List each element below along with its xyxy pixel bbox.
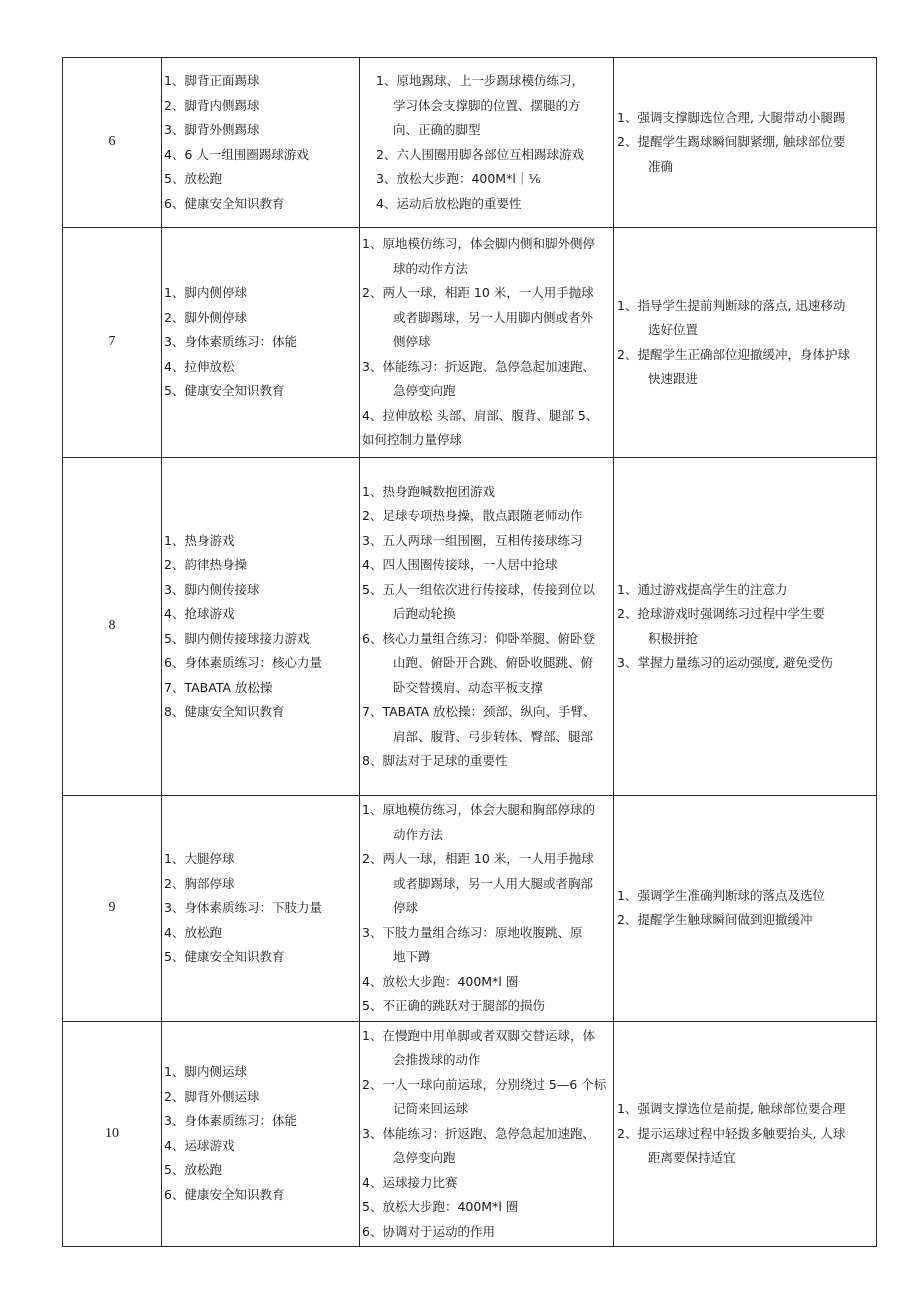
lesson-plan-table: [62, 57, 877, 1247]
method-line: 或者脚踢球，另一人用大腿或者胸部: [393, 875, 594, 891]
content-item: 6、身体素质练习：核心力量: [164, 655, 322, 670]
content-item: 5、放松跑: [164, 1162, 222, 1178]
method-line: 8、脚法对于足球的重要性: [362, 753, 508, 768]
method-line: 4、运动后放松跑的重要性: [376, 195, 522, 211]
lesson-content-cell: [162, 796, 360, 1022]
requirement-line: 2、提醒学生踢球瞬间脚紧绷, 触球部位要: [617, 134, 846, 150]
teaching-methods-cell: [360, 228, 614, 458]
requirement-line: 3、掌握力量练习的运动强度, 避免受伤: [617, 655, 833, 670]
content-item: 4、放松跑: [164, 924, 222, 940]
method-line: 球的动作方法: [393, 260, 469, 276]
requirement-line: 1、强调学生准确判断球的落点及选位: [617, 887, 825, 903]
content-item: 6、健康安全知识教育: [164, 1186, 285, 1202]
table-row: [63, 458, 877, 796]
table-row: [63, 228, 877, 458]
method-line: 急停变向跑: [393, 1150, 456, 1165]
requirement-line: 距离要保持适宜: [648, 1150, 736, 1165]
week-number: 10: [63, 1021, 162, 1247]
method-line: 2、两人一球，相距 10 米，一人用手抛球: [362, 285, 594, 301]
requirement-line: 1、通过游戏提高学生的注意力: [617, 581, 788, 597]
method-line: 1、原地踢球、上一步踢球模仿练习，: [376, 73, 584, 88]
week-number: 6: [63, 58, 162, 228]
content-item: 4、拉伸放松: [164, 358, 235, 374]
lesson-content-cell: [162, 58, 360, 228]
teaching-methods-cell: [360, 796, 614, 1022]
content-item: 3、身体素质练习：体能: [164, 1113, 297, 1129]
content-item: 2、脚背内侧踢球: [164, 97, 260, 113]
method-line: 6、协调对于运动的作用: [362, 1223, 495, 1239]
table-row: [63, 1021, 877, 1247]
method-line: 3、下肢力量组合练习：原地收腹跳、原: [362, 924, 583, 940]
requirement-line: 准确: [648, 158, 674, 174]
method-line: 记筒来回运球: [393, 1101, 469, 1116]
content-item: 2、脚外侧停球: [164, 309, 247, 325]
requirement-line: 2、提醒学生触球瞬间做到迎撤缓冲: [617, 912, 813, 928]
method-line: 3、体能练习：折返跑、急停急起加速跑、: [362, 1125, 595, 1141]
method-line: 急停变向跑: [393, 383, 456, 399]
teaching-requirements-cell: [614, 458, 877, 796]
requirement-line: 快速跟进: [648, 371, 699, 386]
method-line: 停球: [393, 900, 419, 915]
content-item: 7、TABATA 放松操: [164, 679, 273, 695]
requirement-line: 1、强调支撑脚选位合理, 大腿带动小腿踢: [617, 109, 846, 125]
content-item: 1、脚背正面踢球: [164, 73, 260, 88]
method-line: 5、五人一组依次进行传接球，传接到位以: [362, 581, 595, 597]
content-item: 1、脚内侧运球: [164, 1064, 247, 1080]
content-item: 2、韵律热身操: [164, 557, 247, 572]
teaching-methods-cell: [360, 1021, 614, 1247]
method-line: 或者脚踢球，另一人用脚内侧或者外: [393, 309, 594, 325]
method-line: 4、四人围圈传接球，一人居中抢球: [362, 557, 558, 572]
method-line: 2、两人一球，相距 10 米，一人用手抛球: [362, 851, 594, 866]
table-body: [63, 58, 877, 1247]
lesson-content-cell: [162, 1021, 360, 1247]
teaching-requirements-cell: [614, 1021, 877, 1247]
table-row: [63, 796, 877, 1022]
week-number: 8: [63, 458, 162, 796]
method-line: 会推拨球的动作: [393, 1052, 481, 1067]
content-item: 4、6 人一组围圈踢球游戏: [164, 146, 309, 162]
method-line: 动作方法: [393, 826, 444, 842]
requirement-line: 2、提醒学生正确部位迎撤缓冲，身体护球: [617, 346, 850, 362]
method-line: 3、体能练习：折返跑、急停急起加速跑、: [362, 358, 595, 374]
teaching-methods-cell: [360, 458, 614, 796]
method-line: 如何控制力量停球: [362, 432, 463, 448]
method-line: 5、不正确的跳跃对于腿部的损伤: [362, 998, 545, 1013]
method-line: 7、TABATA 放松操：颈部、纵向、手臂、: [362, 704, 596, 719]
content-item: 3、脚内侧传接球: [164, 581, 260, 597]
requirement-line: 1、强调支撑选位是前提, 触球部位要合理: [617, 1101, 846, 1116]
content-item: 6、健康安全知识教育: [164, 195, 285, 211]
content-item: 1、脚内侧停球: [164, 285, 247, 301]
method-line: 2、六人围圈用脚各部位互相踢球游戏: [376, 146, 584, 162]
lesson-content-cell: [162, 228, 360, 458]
content-item: 3、脚背外侧踢球: [164, 122, 260, 137]
method-line: 5、放松大步跑：400M*l 圈: [362, 1199, 519, 1214]
method-line: 卧交替摸肩、动态平板支撑: [393, 679, 544, 695]
content-item: 8、健康安全知识教育: [164, 704, 285, 719]
requirement-line: 2、提示运球过程中轻拨多触要抬头, 人球: [617, 1125, 846, 1141]
teaching-methods-cell: [360, 58, 614, 228]
content-item: 4、运球游戏: [164, 1137, 235, 1153]
content-item: 2、脚背外侧运球: [164, 1088, 260, 1104]
teaching-requirements-cell: [614, 228, 877, 458]
week-number: 9: [63, 796, 162, 1022]
method-line: 3、五人两球一组围圈，互相传接球练习: [362, 532, 583, 548]
content-item: 5、脚内侧传接球接力游戏: [164, 630, 310, 646]
method-line: 2、一人一球向前运球，分别绕过 5—6 个标: [362, 1076, 607, 1092]
method-line: 向、正确的脚型: [393, 122, 481, 137]
content-item: 3、身体素质练习：下肢力量: [164, 900, 322, 915]
content-item: 4、抢球游戏: [164, 606, 235, 621]
content-item: 5、放松跑: [164, 171, 222, 186]
content-item: 1、热身游戏: [164, 532, 235, 548]
teaching-requirements-cell: [614, 58, 877, 228]
method-line: 1、原地模仿练习，体会大腿和胸部停球的: [362, 802, 595, 817]
method-line: 肩部、腹背、弓步转体、臀部、腿部: [393, 728, 594, 744]
lesson-content-cell: [162, 458, 360, 796]
method-line: 学习体会支撑脚的位置、摆腿的方: [393, 97, 581, 113]
method-line: 山跑、俯卧开合跳、俯卧收腿跳、俯: [393, 655, 594, 670]
content-item: 5、健康安全知识教育: [164, 383, 285, 399]
table-row: [63, 58, 877, 228]
requirement-line: 2、抢球游戏时强调练习过程中学生要: [617, 606, 825, 621]
requirement-line: 1、指导学生提前判断球的落点, 迅速移动: [617, 297, 846, 313]
method-line: 侧停球: [393, 334, 431, 350]
method-line: 6、核心力量组合练习：仰卧举腿、俯卧登: [362, 630, 595, 646]
content-item: 3、身体素质练习：体能: [164, 334, 297, 350]
requirement-line: 选好位置: [648, 322, 699, 337]
teaching-requirements-cell: [614, 796, 877, 1022]
requirement-line: 积极拼抢: [648, 630, 699, 646]
method-line: 1、在慢跑中用单脚或者双脚交替运球，体: [362, 1027, 595, 1043]
content-item: 5、健康安全知识教育: [164, 949, 285, 964]
method-line: 4、拉伸放松 头部、肩部、腹背、腿部 5、: [362, 407, 599, 423]
method-line: 3、放松大步跑：400M*l｜⅙: [376, 171, 541, 186]
method-line: 1、热身跑喊数抱团游戏: [362, 483, 495, 499]
method-line: 2、足球专项热身操，散点跟随老师动作: [362, 508, 583, 523]
method-line: 1、原地模仿练习，体会脚内侧和脚外侧停: [362, 236, 595, 252]
week-number: 7: [63, 228, 162, 458]
content-item: 2、胸部停球: [164, 875, 235, 891]
method-line: 4、放松大步跑：400M*l 圈: [362, 973, 519, 989]
method-line: 后跑动轮换: [393, 606, 456, 621]
content-item: 1、大腿停球: [164, 851, 235, 866]
method-line: 地下蹲: [393, 949, 431, 964]
method-line: 4、运球接力比赛: [362, 1174, 458, 1190]
